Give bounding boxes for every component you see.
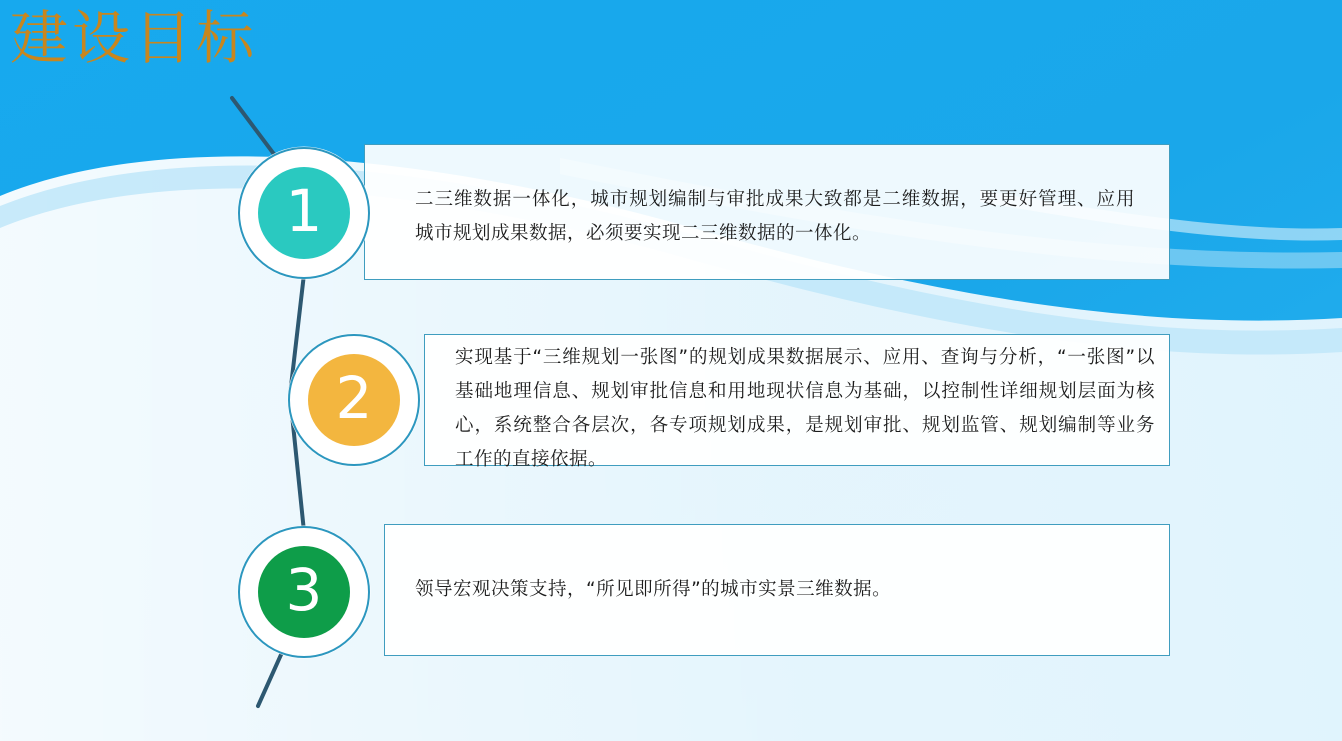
goal-text-3: 领导宏观决策支持，“所见即所得”的城市实景三维数据。 [415, 579, 892, 600]
page-title: 建设目标 [10, 4, 259, 72]
goal-badge-3 [238, 526, 370, 658]
goal-badge-1 [238, 147, 370, 279]
goal-number-1: 1 [285, 177, 323, 245]
goal-badge-3-fill [258, 546, 350, 638]
goal-badge-1-fill [258, 167, 350, 259]
goal-box-2 [424, 334, 1170, 470]
goal-text-2: 实现基于“三维规划一张图”的规划成果数据展示、应用、查询与分析，“一张图”以基础地理信息、规划审批信息和用地现状信息为基础，以控制性详细规划层面为核心，系统整合各层次，各专项规划成果，是规划审批、规划监管、规划编制等业务工作的直接依据。 [455, 347, 1155, 470]
goal-badge-2 [288, 334, 420, 466]
goal-text-1: 二三维数据一体化，城市规划编制与审批成果大致都是二维数据，要更好管理、应用城市规划成果数据，必须要实现二三维数据的一体化。 [415, 189, 1135, 244]
goal-box-1 [364, 144, 1170, 280]
goal-box-3 [384, 524, 1170, 656]
goal-badge-2-fill [308, 354, 400, 446]
goal-number-2: 2 [335, 364, 373, 432]
goal-number-3: 3 [285, 556, 323, 624]
